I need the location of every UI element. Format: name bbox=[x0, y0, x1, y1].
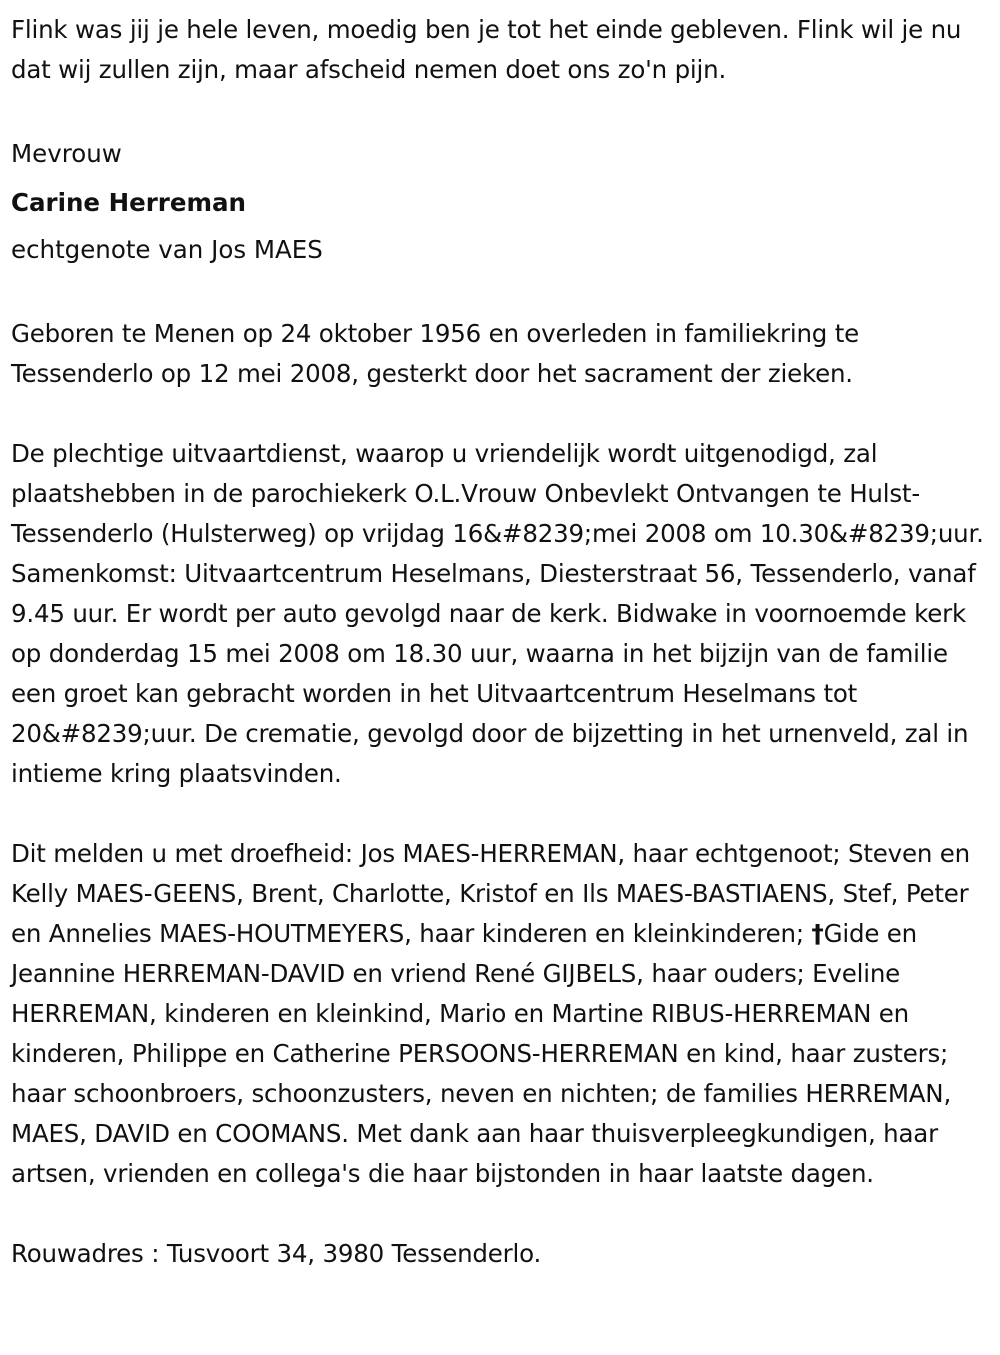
spacer bbox=[11, 274, 990, 314]
spacer bbox=[11, 90, 990, 130]
mourning-address: Rouwadres : Tusvoort 34, 3980 Tessenderlo. bbox=[11, 1239, 542, 1268]
spacer bbox=[11, 794, 990, 834]
family-text-part-2: Gide en Jeannine HERREMAN-DAVID en vriend René GIJBELS, haar ouders; Eveline HERREMAN, kinderen en kleinkind, Mario en Martine RIBUS-HERREMAN en kinderen, Philippe en Catherine PERSOONS-HERREMAN en kind, haar zusters; haar schoonbroers, schoonzusters, neven en nichten; de families HERREMAN, MAES, DAVID en COOMANS. Met dank aan haar thuisverpleegkundigen, haar artsen, vrienden en collega's die haar bijstonden in haar laatste dagen. bbox=[11, 919, 959, 1188]
salutation: Mevrouw bbox=[11, 139, 122, 168]
funeral-info: De plechtige uitvaartdienst, waarop u vriendelijk wordt uitgenodigd, zal plaatshebben in de parochiekerk O.L.Vrouw Onbevlekt Ontvangen te Hulst-Tessenderlo (Hulsterweg) op vrijdag 16&#8239;mei 2008 om 10.30&#8239;uur. Samenkomst: Uitvaartcentrum Heselmans, Diesterstraat 56, Tessenderlo, vanaf 9.45 uur. Er wordt per auto gevolgd naar de kerk. Bidwake in voornoemde kerk op donderdag 15 mei 2008 om 18.30 uur, waarna in het bijzijn van de familie een groet kan gebracht worden in het Uitvaartcentrum Heselmans tot 20&#8239;uur. De crematie, gevolgd door de bijzetting in het urnenveld, zal in intieme kring plaatsvinden. bbox=[11, 439, 992, 788]
spacer bbox=[11, 1194, 990, 1234]
family-text-part-1: Dit melden u met droefheid: Jos MAES-HERREMAN, haar echtgenoot; Steven en Kelly MAES-GEENS, Brent, Charlotte, Kristof en Ils MAES-BASTIAENS, Stef, Peter en Annelies MAES-HOUTMEYERS, haar kinderen en kleinkinderen; bbox=[11, 839, 978, 948]
spouse-line: echtgenote van Jos MAES bbox=[11, 235, 323, 264]
spacer bbox=[11, 394, 990, 434]
birth-death-info: Geboren te Menen op 24 oktober 1956 en overleden in familiekring te Tessenderlo op 12 mei 2008, gesterkt door het sacrament der zieken. bbox=[11, 319, 867, 388]
opening-poem: Flink was jij je hele leven, moedig ben je tot het einde gebleven. Flink wil je nu dat wij zullen zijn, maar afscheid nemen doet ons zo'n pijn. bbox=[11, 15, 969, 84]
family-announcement bbox=[11, 834, 990, 1194]
deceased-name: Carine Herreman bbox=[11, 188, 246, 217]
cross-icon: † bbox=[811, 919, 824, 948]
